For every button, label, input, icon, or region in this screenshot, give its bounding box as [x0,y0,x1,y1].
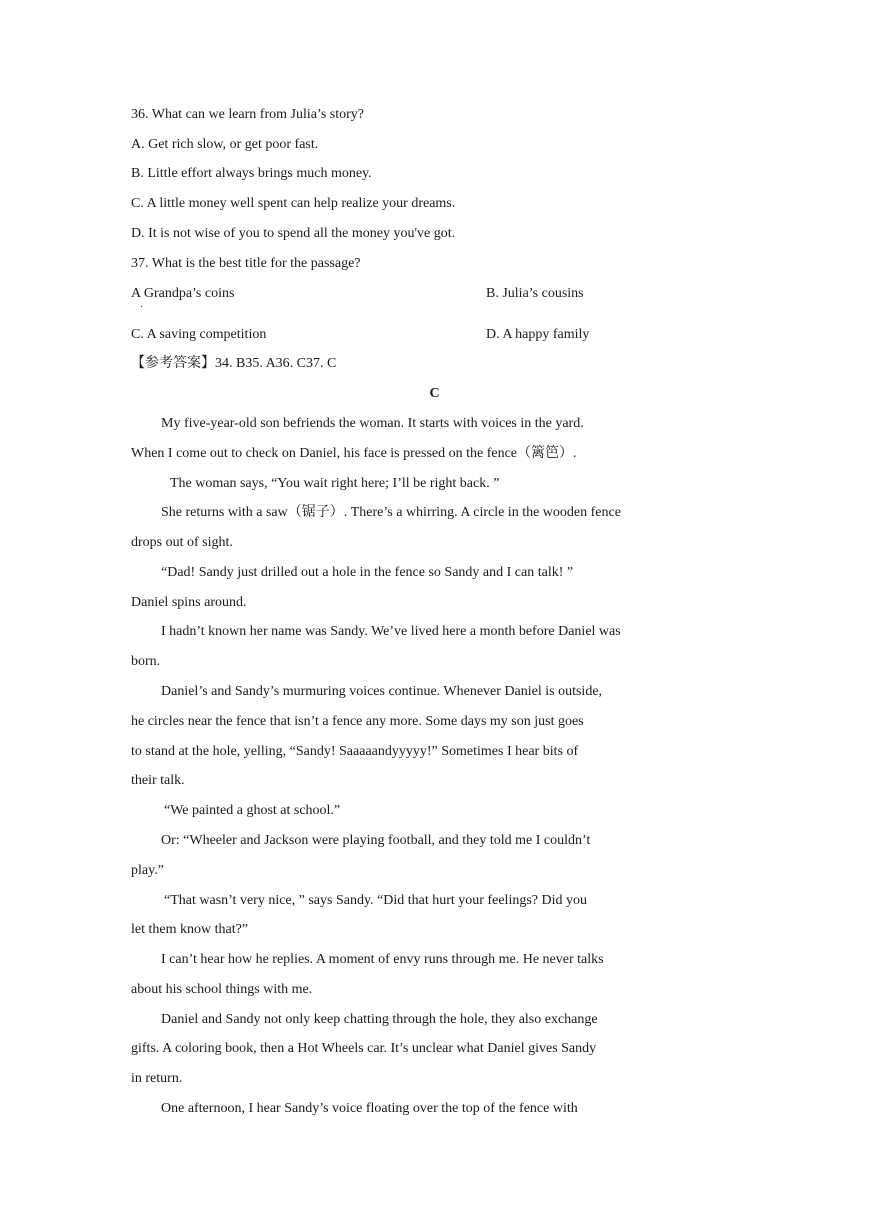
question-37-stem: 37. What is the best title for the passage? [131,256,361,271]
passage-line: drops out of sight. [131,535,233,550]
passage-line: their talk. [131,773,185,788]
passage-line: “We painted a ghost at school.” [164,803,341,818]
passage-line: Daniel’s and Sandy’s murmuring voices continue. Whenever Daniel is outside, [161,684,603,699]
answer-key: 【参考答案】34. B35. A36. C37. C [131,356,337,371]
passage-line: “Dad! Sandy just drilled out a hole in the fence so Sandy and I can talk! ” [161,565,574,580]
question-37-option-b: B. Julia’s cousins [486,286,584,301]
passage-line: My five-year-old son befriends the woman. It starts with voices in the yard. [161,416,584,431]
question-37-option-c: C. A saving competition [131,327,267,342]
passage-line: When I come out to check on Daniel, his face is pressed on the fence（篱笆）. [131,446,577,461]
passage-line: The woman says, “You wait right here; I’ll be right back. ” [170,476,500,491]
question-36-stem: 36. What can we learn from Julia’s story? [131,107,365,122]
passage-line: born. [131,654,161,669]
question-36-option-c: C. A little money well spent can help realize your dreams. [131,196,456,211]
question-36-option-a: A. Get rich slow, or get poor fast. [131,137,319,152]
passage-line: play.” [131,863,164,878]
passage-line: about his school things with me. [131,982,313,997]
question-37-option-d: D. A happy family [486,327,590,342]
passage-line: gifts. A coloring book, then a Hot Wheels car. It’s unclear what Daniel gives Sandy [131,1041,597,1056]
passage-line: in return. [131,1071,183,1086]
question-36-option-d: D. It is not wise of you to spend all the money you've got. [131,226,456,241]
question-36-option-b: B. Little effort always brings much money. [131,166,372,181]
section-heading: C [429,386,440,401]
passage-line: Or: “Wheeler and Jackson were playing football, and they told me I couldn’t [161,833,591,848]
passage-line: he circles near the fence that isn’t a fence any more. Some days my son just goes [131,714,584,729]
passage-line: She returns with a saw（锯子）. There’s a whirring. A circle in the wooden fence [161,505,621,520]
stray-dot-mark: · [140,302,144,313]
question-37-option-a: A Grandpa’s coins [131,286,235,301]
passage-line: to stand at the hole, yelling, “Sandy! Saaaaandyyyyy!” Sometimes I hear bits of [131,744,579,759]
passage-line: I can’t hear how he replies. A moment of envy runs through me. He never talks [161,952,604,967]
passage-line: I hadn’t known her name was Sandy. We’ve lived here a month before Daniel was [161,624,621,639]
passage-line: One afternoon, I hear Sandy’s voice floating over the top of the fence with [161,1101,578,1116]
passage-line: Daniel spins around. [131,595,247,610]
passage-line: let them know that?” [131,922,249,937]
passage-line: “That wasn’t very nice, ” says Sandy. “Did that hurt your feelings? Did you [164,893,588,908]
passage-line: Daniel and Sandy not only keep chatting through the hole, they also exchange [161,1012,598,1027]
